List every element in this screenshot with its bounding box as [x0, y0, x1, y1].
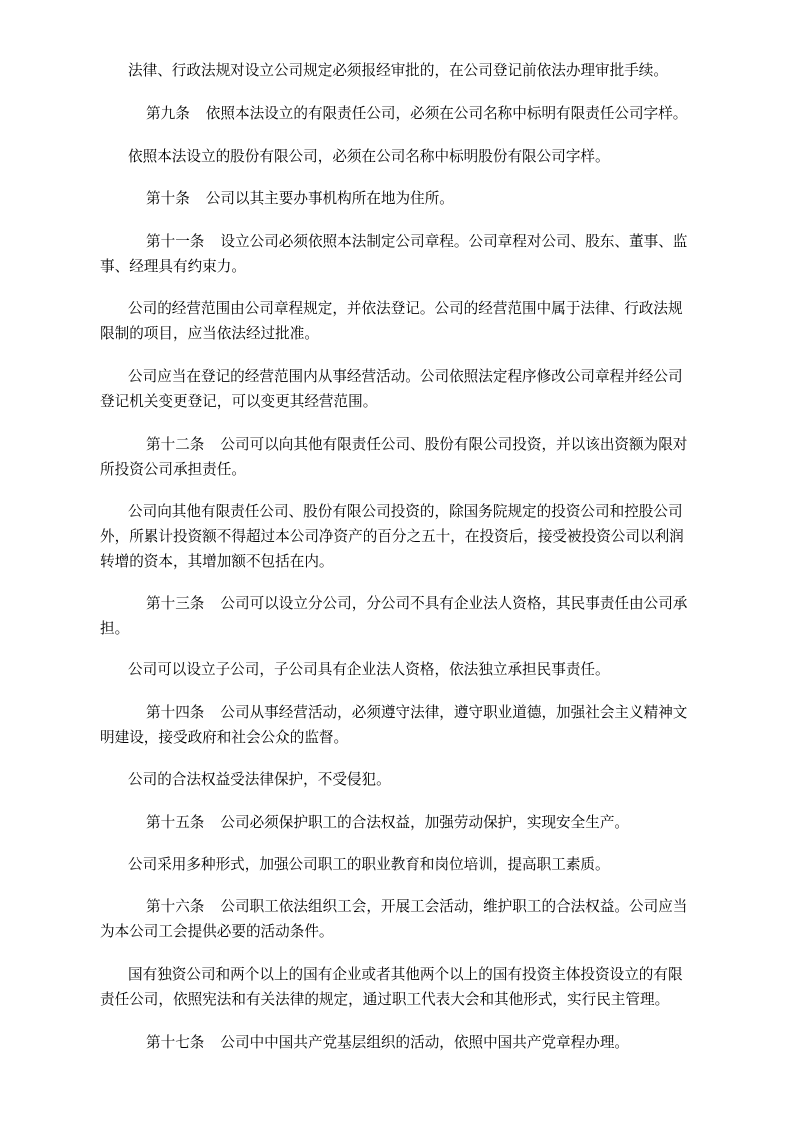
paragraph-line: 公司采用多种形式，加强公司职工的职业教育和岗位培训，提高职工素质。: [128, 856, 610, 873]
article-text: 公司从事经营活动，必须遵守法律，遵守职业道德，加强社会主义精神文: [220, 704, 688, 721]
article-number: 第十条: [146, 190, 190, 207]
paragraph-line: 明建设，接受政府和社会公众的监督。: [100, 729, 349, 746]
paragraph-line: 法律、行政法规对设立公司规定必须报经审批的，在公司登记前依法办理审批手续。: [128, 62, 668, 79]
paragraph-line: 登记机关变更登记，可以变更其经营范围。: [100, 393, 378, 410]
paragraph-line: [146, 700, 687, 725]
paragraph-line: 事、经理具有约束力。: [100, 258, 246, 275]
paragraph-line: 担。: [100, 620, 130, 637]
article-number: 第九条: [146, 105, 190, 122]
paragraph-line: [146, 101, 687, 126]
paragraph-line: 公司向其他有限责任公司、股份有限公司投资的，除国务院规定的投资公司和控股公司: [128, 503, 683, 520]
paragraph-line: [146, 894, 687, 919]
paragraph-line: 公司可以设立子公司，子公司具有企业法人资格，依法独立承担民事责任。: [128, 661, 610, 678]
paragraph-line: 公司应当在登记的经营范围内从事经营活动。公司依照法定程序修改公司章程并经公司: [128, 368, 683, 385]
paragraph-line: [146, 229, 687, 254]
paragraph-line: [146, 432, 687, 457]
article-text: 公司职工依法组织工会，开展工会活动，维护职工的合法权益。公司应当: [220, 898, 688, 915]
article-number: 第十三条: [146, 595, 205, 612]
paragraph-line: 公司的经营范围由公司章程规定，并依法登记。公司的经营范围中属于法律、行政法规: [128, 300, 683, 317]
paragraph-line: [146, 810, 629, 835]
article-text: 公司中中国共产党基层组织的活动，依照中国共产党章程办理。: [220, 1034, 630, 1051]
paragraph-line: 依照本法设立的股份有限公司，必须在公司名称中标明股份有限公司字样。: [128, 148, 610, 165]
paragraph-line: [146, 1030, 629, 1055]
article-text: 依照本法设立的有限责任公司，必须在公司名称中标明有限责任公司字样。: [205, 105, 688, 122]
article-number: 第十七条: [146, 1034, 205, 1051]
article-number: 第十五条: [146, 814, 205, 831]
article-text: 公司可以向其他有限责任公司、股份有限公司投资，并以该出资额为限对: [220, 436, 688, 453]
paragraph-line: [146, 591, 687, 616]
article-number: 第十六条: [146, 898, 205, 915]
paragraph-line: 责任公司，依照宪法和有关法律的规定，通过职工代表大会和其他形式，实行民主管理。: [100, 991, 670, 1008]
paragraph-line: 外，所累计投资额不得超过本公司净资产的百分之五十，在投资后，接受被投资公司以利润: [100, 528, 684, 545]
paragraph-line: 限制的项目，应当依法经过批准。: [100, 325, 319, 342]
article-number: 第十一条: [146, 233, 205, 250]
article-text: 公司以其主要办事机构所在地为住所。: [205, 190, 454, 207]
article-text: 设立公司必须依照本法制定公司章程。公司章程对公司、股东、董事、监: [220, 233, 688, 250]
article-number: 第十二条: [146, 436, 205, 453]
article-text: 公司必须保护职工的合法权益，加强劳动保护，实现安全生产。: [220, 814, 630, 831]
paragraph-line: [146, 186, 454, 211]
paragraph-line: 公司的合法权益受法律保护，不受侵犯。: [128, 771, 391, 788]
article-number: 第十四条: [146, 704, 205, 721]
paragraph-line: 为本公司工会提供必要的活动条件。: [100, 923, 334, 940]
article-text: 公司可以设立分公司，分公司不具有企业法人资格，其民事责任由公司承: [220, 595, 688, 612]
paragraph-line: 所投资公司承担责任。: [100, 461, 246, 478]
paragraph-line: 转增的资本，其增加额不包括在内。: [100, 553, 334, 570]
paragraph-line: 国有独资公司和两个以上的国有企业或者其他两个以上的国有投资主体投资设立的有限: [128, 966, 683, 983]
